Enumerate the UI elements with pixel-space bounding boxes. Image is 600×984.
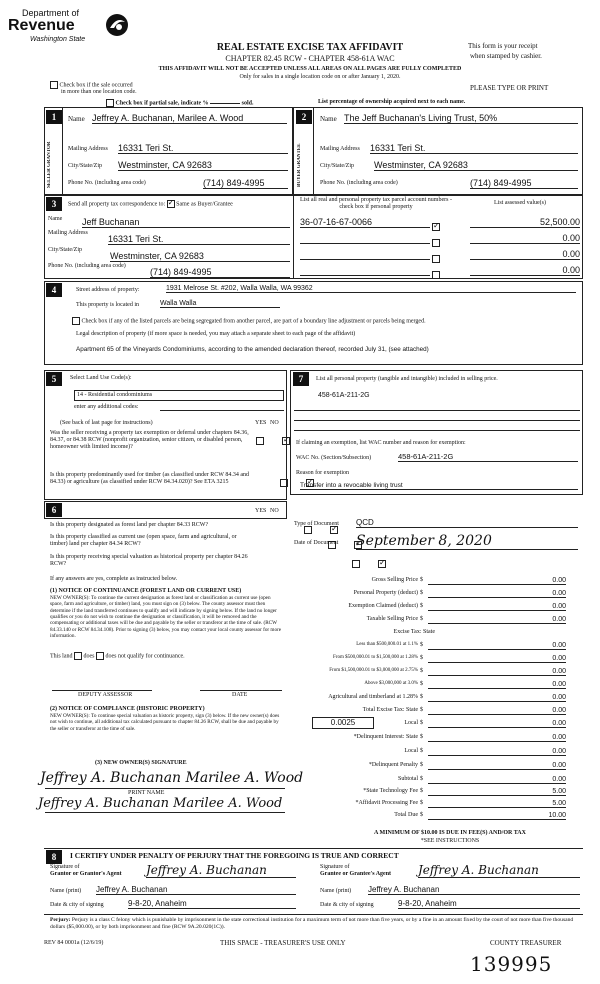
seller-city-label: City/State/Zip: [68, 163, 102, 169]
notice1-text: NEW OWNER(S): To continue the current designation as forest land or classification as current use (open space, farm and agriculture, or timber) land, you must sign on (3) below. The county assessor must then determine if the land transferred continues to qualify and will indicate by signing below. If the land no longer qualifies or you do not wish to continue the designation or classification, it will be removed and the compensating or additional taxes will be due and payable by the seller or transferor at the time of sale. (RCW 84.33.140 or RCW 84.34.108). Prior to signing (3) below, you may contact your local county assessor for more information.: [50, 595, 282, 640]
wac-label: WAC No. (Section/Subsection): [296, 455, 372, 461]
grantor-date-city[interactable]: 9-8-20, Anaheim: [128, 899, 296, 909]
wac-number[interactable]: 458-61A-211-2G: [398, 452, 578, 462]
tax-row: Gross Selling Price $ 0.00: [371, 577, 566, 584]
grantee-name-label: Name (print): [320, 888, 352, 894]
tax-row-label: Taxable Selling Price: [366, 616, 418, 622]
s3-name[interactable]: Jeff Buchanan: [82, 217, 290, 228]
tax-row: Subtotal $ 0.00: [397, 776, 566, 783]
assessed-value[interactable]: 52,500.00: [470, 217, 580, 228]
correspondence-row: [68, 200, 233, 208]
tax-row-value[interactable]: 0.00: [428, 616, 566, 624]
segregated-checkbox[interactable]: [72, 317, 80, 325]
partial-sale-sold: sold.: [241, 100, 254, 107]
seller-side-label: SELLER GRANTOR: [47, 141, 52, 189]
s5-q1-yes[interactable]: [256, 437, 264, 445]
parcel-number[interactable]: [300, 233, 430, 244]
tax-row-label: Total Excise Tax: State: [362, 707, 418, 713]
form-note: Only for sales in a single location code on or after January 1, 2020.: [239, 74, 401, 80]
tax-row: Personal Property (deduct) $ 0.00: [353, 590, 566, 597]
grantor-sig-label1: Signature of: [50, 864, 80, 870]
grantor-name[interactable]: Jeffrey A. Buchanan: [96, 885, 296, 895]
located-county[interactable]: Walla Walla: [160, 300, 280, 308]
section5-number: 5: [46, 372, 62, 386]
tax-row-label: Total Due: [394, 812, 418, 818]
print-name-label: PRINT NAME: [128, 790, 165, 796]
ownership-note: List percentage of ownership acquired next to each name.: [318, 99, 466, 105]
tax-row-label: Gross Selling Price: [371, 577, 418, 583]
treasurer-space: THIS SPACE - TREASURER'S USE ONLY: [220, 939, 346, 947]
new-owner-print-name[interactable]: Jeffrey A. Buchanan Marilee A. Wood: [38, 796, 283, 811]
buyer-mailing[interactable]: 16331 Teri St.: [370, 143, 578, 154]
grantee-date-city[interactable]: 9-8-20, Anaheim: [398, 899, 580, 909]
tax-row-label: Local: [404, 720, 418, 726]
personal-property-label: List all personal property (tangible and intangible) included in selling price.: [316, 376, 498, 382]
seller-name[interactable]: Jeffrey A. Buchanan, Marilee A. Wood: [92, 113, 287, 124]
new-owner-sig-title: (3) NEW OWNER(S) SIGNATURE: [95, 760, 187, 766]
tax-row: Local $ 0.00: [404, 748, 566, 755]
perjury-notice: [50, 917, 580, 932]
tax-row-label: *Delinquent Interest: State: [353, 734, 418, 740]
tax-row-label: *State Technology Fee: [363, 788, 418, 794]
legal-description[interactable]: Apartment 65 of the Vineyards Condominiums, according to the amended declaration thereof, recorded July 31, (see attached): [76, 346, 429, 353]
segregated-label: Check box if any of the listed parcels are being segregated from another parcel, are part of a boundary line adjustment or parcels being merged.: [81, 318, 426, 325]
tax-row: [290, 628, 590, 640]
seller-phone-label: Phone No. (including area code): [68, 180, 146, 186]
assessed-value[interactable]: 0.00: [470, 249, 580, 260]
s5-q2: Is this property predominantly used for timber (as classified under RCW 84.34 and 84.33) or agriculture (as classified under RCW 84.34.020)? See ETA 3215: [50, 472, 250, 485]
dept-line1: Department of: [22, 8, 80, 18]
same-as-buyer-label: Same as Buyer/Grantee: [176, 201, 233, 208]
tax-row-value[interactable]: 0.00: [428, 577, 566, 585]
exemption-label: If claiming an exemption, list WAC number and reason for exemption:: [296, 440, 466, 446]
dor-logo: [8, 8, 138, 58]
tax-row-label: Agricultural and timberland at 1.28%: [328, 694, 418, 700]
grantee-date-label: Date & city of signing: [320, 902, 374, 908]
perjury-label: Perjury:: [50, 917, 71, 923]
buyer-phone-label: Phone No. (including area code): [320, 180, 398, 186]
doc-date[interactable]: September 8, 2020: [356, 533, 578, 550]
parcel-row: [300, 215, 580, 229]
partial-sale-percent[interactable]: [210, 103, 240, 104]
tax-row: Taxable Selling Price $ 0.00: [366, 616, 566, 623]
tax-row-label: Subtotal: [397, 776, 418, 782]
section8-number: 8: [46, 850, 62, 864]
located-label: This property is located in: [76, 302, 139, 308]
buyer-mailing-label: Mailing Address: [320, 146, 360, 152]
tax-row-value[interactable]: 0.00: [428, 590, 566, 598]
county-treasurer: COUNTY TREASURER: [490, 939, 562, 947]
parcel-row: [300, 247, 580, 261]
tax-row: Exemption Claimed (deduct) $ 0.00: [348, 603, 566, 610]
tax-row-value[interactable]: 5.00: [428, 800, 566, 808]
tax-row: *State Technology Fee $ 5.00: [363, 788, 566, 795]
tax-row-label: From $1,500,000.01 to $3,000,000 at 2.75%: [329, 668, 418, 673]
street-label: Street address of property:: [76, 287, 140, 293]
s3-name-label: Name: [48, 216, 63, 222]
deputy-assessor-label: DEPUTY ASSESSOR: [78, 692, 133, 698]
receipt-line2: when stamped by cashier.: [470, 52, 542, 60]
grantor-sig-label2: Grantor or Grantor's Agent: [50, 871, 122, 877]
does-label: does: [83, 653, 95, 660]
tax-row-value[interactable]: 0.00: [428, 734, 566, 742]
tax-row: Local $ 0.00: [404, 720, 566, 727]
tax-row-value[interactable]: 0.00: [428, 707, 566, 715]
tax-row: Above $3,000,000 at 3.0% $ 0.00: [364, 681, 566, 688]
s5-no-header: NO: [270, 420, 279, 426]
s3-mailing[interactable]: 16331 Teri St.: [108, 234, 290, 245]
tax-row: Total Excise Tax: State $ 0.00: [362, 707, 566, 714]
partial-sale-label: Check box if partial sale, indicate %: [115, 100, 209, 107]
multi-location-row: [50, 81, 137, 96]
tax-row: Agricultural and timberland at 1.28% $ 0.00: [328, 694, 566, 701]
does-not-label: does not qualify for continuance.: [105, 653, 185, 660]
tax-row: From $500,000.01 to $1,500,000 at 1.28% $ 0.00: [333, 655, 566, 662]
parcel-row: [300, 263, 580, 277]
correspondence-label: Send all property tax correspondence to:: [68, 201, 166, 208]
notice2-title: (2) NOTICE OF COMPLIANCE (HISTORIC PROPERTY): [50, 706, 205, 712]
seller-mailing-label: Mailing Address: [68, 146, 108, 152]
receipt-line1: This form is your receipt: [468, 42, 538, 50]
land-use-label: Select Land Use Code(s):: [70, 375, 132, 381]
reason-label: Reason for exemption: [296, 470, 349, 476]
tax-row-value[interactable]: 0.00: [428, 603, 566, 611]
s6-q3-no[interactable]: [378, 560, 386, 568]
s6-q1: Is this property designated as forest land per chapter 84.33 RCW?: [50, 522, 209, 528]
parcel-number[interactable]: 36-07-16-67-0066: [300, 217, 430, 228]
tax-row-value[interactable]: 0.00: [428, 748, 566, 756]
tax-row-label: Exemption Claimed (deduct): [348, 603, 418, 609]
s5-q1-no[interactable]: [282, 437, 290, 445]
multi-location-label2: in more than one location code.: [61, 89, 137, 96]
same-as-buyer-checkbox[interactable]: [167, 200, 175, 208]
s5-q2-yes[interactable]: [280, 479, 288, 487]
tax-row-value[interactable]: 0.00: [428, 668, 566, 676]
buyer-city-label: City/State/Zip: [320, 163, 354, 169]
grantee-name[interactable]: Jeffrey A. Buchanan: [368, 885, 580, 895]
s6-yes-header: YES: [255, 508, 267, 514]
tax-row-value[interactable]: 0.00: [428, 762, 566, 770]
form-warning: THIS AFFIDAVIT WILL NOT BE ACCEPTED UNLESS ALL AREAS ON ALL PAGES ARE FULLY COMPLETED: [158, 66, 462, 72]
segregated-row: [72, 317, 580, 325]
grantor-name-label: Name (print): [50, 888, 82, 894]
street-address[interactable]: 1931 Melrose St. #202, Walla Walla, WA 99362: [166, 285, 576, 293]
s5-yes-header: YES: [255, 420, 267, 426]
seller-city[interactable]: Westminster, CA 92683: [118, 160, 288, 171]
does-not-checkbox[interactable]: [96, 652, 104, 660]
notice1-title: (1) NOTICE OF CONTINUANCE (FOREST LAND OR CURRENT USE): [50, 588, 242, 594]
value-header: List assessed value(s): [494, 200, 546, 206]
dept-line2: Revenue: [8, 17, 75, 34]
s6-q3-yes[interactable]: [352, 560, 360, 568]
personal-property-checkbox[interactable]: [432, 271, 440, 279]
perjury-text: Perjury is a class C felony which is punishable by imprisonment in the state correctional institution for a maximum term of not more than five years, or by a fine in an amount fixed by the court of not more than five thousand dollars ($5,000.00), or by both imprisonment and fine (RCW 9A.20.020(1C)).: [50, 917, 574, 931]
seller-phone[interactable]: (714) 849-4995: [203, 178, 288, 189]
doc-date-label: Date of Document: [294, 540, 339, 546]
tax-row-value[interactable]: 0.00: [428, 720, 566, 728]
form-revision: REV 84 0001a (12/6/19): [44, 940, 104, 946]
type-or-print: PLEASE TYPE OR PRINT: [470, 84, 549, 92]
buyer-name[interactable]: The Jeff Buchanan's Living Trust, 50%: [344, 113, 578, 124]
tax-row: *Delinquent Penalty $ 0.00: [368, 762, 566, 769]
tax-row-label: Excise Tax: State: [393, 629, 435, 635]
see-back-note: (See back of last page for instructions): [60, 420, 153, 426]
tax-row-label: Personal Property (deduct): [353, 590, 418, 596]
tax-row-label: Local: [404, 748, 418, 754]
continuance-row: [50, 652, 185, 660]
tax-row-value[interactable]: 0.00: [428, 776, 566, 784]
exemption-reason[interactable]: Transfer into a revocable living trust: [300, 482, 578, 490]
seller-name-label: Name: [68, 115, 85, 123]
minimum-note: A MINIMUM OF $10.00 IS DUE IN FEE(S) AND/OR TAX: [374, 830, 526, 836]
s3-city[interactable]: Westminster, CA 92683: [110, 251, 290, 262]
parcel-header: List all real and personal property tax parcel account numbers - check box if personal property: [300, 197, 452, 210]
doc-type[interactable]: QCD: [356, 518, 578, 528]
tax-row-value[interactable]: 10.00: [428, 812, 566, 820]
tax-row: Total Due $ 10.00: [394, 812, 566, 819]
date-label: DATE: [232, 692, 248, 698]
additional-codes-label: enter any additional codes:: [74, 404, 139, 410]
certify-statement: I CERTIFY UNDER PENALTY OF PERJURY THAT THE FOREGOING IS TRUE AND CORRECT: [70, 851, 399, 860]
s3-mailing-label: Mailing Address: [48, 230, 88, 236]
local-rate[interactable]: 0.0025: [312, 717, 374, 729]
s3-city-label: City/State/Zip: [48, 247, 82, 253]
form-title: REAL ESTATE EXCISE TAX AFFIDAVIT: [216, 42, 404, 53]
tax-row: *Delinquent Interest: State $ 0.00: [353, 734, 566, 741]
grantee-sig-label1: Signature of: [320, 864, 350, 870]
s6-no-header: NO: [270, 508, 279, 514]
logo-swirl-icon: [104, 12, 130, 38]
seller-mailing[interactable]: 16331 Teri St.: [118, 143, 288, 154]
tax-row-value[interactable]: 0.00: [428, 642, 566, 650]
tax-row: Less than $500,000.01 at 1.1% $ 0.00: [356, 642, 566, 649]
tax-row-value[interactable]: 0.00: [428, 681, 566, 689]
legal-label: Legal description of property (if more space is needed, you may attach a separate sheet to each page of the affidavit): [76, 331, 356, 337]
section2-number: 2: [296, 110, 312, 124]
tax-row-value[interactable]: 0.00: [428, 694, 566, 702]
see-instructions: *SEE INSTRUCTIONS: [420, 838, 480, 844]
tax-row-value[interactable]: 0.00: [428, 655, 566, 663]
section6-header: [44, 501, 287, 519]
additional-codes-input[interactable]: [160, 410, 284, 411]
parcel-row: [300, 231, 580, 245]
partial-sale-checkbox[interactable]: [106, 99, 114, 107]
section6-number: 6: [46, 503, 62, 517]
form-subtitle: CHAPTER 82.45 RCW - CHAPTER 458-61A WAC: [225, 54, 395, 63]
section4-number: 4: [46, 283, 62, 297]
buyer-city[interactable]: Westminster, CA 92683: [374, 160, 578, 171]
tax-row-value[interactable]: 5.00: [428, 788, 566, 796]
notice2-text: NEW OWNER(S): To continue special valuation as historic property, sign (3) below. If the new owner(s) does not wish to continue, all additional tax calculated pursuant to chapter 84.26 RCW, shall be due and payable by the seller or transferor at the time of sale.: [50, 713, 280, 732]
s3-phone-label: Phone No. (including area code): [48, 263, 126, 269]
land-use-select[interactable]: 14 - Residential condominiums: [74, 390, 284, 401]
s5-q1: Was the seller receiving a property tax exemption or deferral under chapters 84.36, 84.37, or 84.38 RCW (nonprofit organization, senior citizen, or disabled person, homeowner with limited income)?: [50, 430, 249, 450]
buyer-phone[interactable]: (714) 849-4995: [470, 178, 578, 189]
section1-number: 1: [46, 110, 62, 124]
s6-instructions: If any answers are yes, complete as instructed below.: [50, 576, 178, 582]
tax-row-label: Above $3,000,000 at 3.0%: [364, 681, 418, 686]
stamp-number: 139995: [470, 952, 553, 976]
s3-phone[interactable]: (714) 849-4995: [150, 267, 290, 278]
tax-row-label: Less than $500,000.01 at 1.1%: [356, 642, 418, 647]
tax-row-label: *Affidavit Processing Fee: [355, 800, 418, 806]
assessed-value[interactable]: 0.00: [470, 265, 580, 276]
tax-row: From $1,500,000.01 to $3,000,000 at 2.75% $ 0.00: [329, 668, 566, 675]
tax-row-label: From $500,000.01 to $1,500,000 at 1.28%: [333, 655, 418, 660]
personal-property-value[interactable]: 458-61A-211-2G: [318, 392, 370, 399]
dept-line3: Washington State: [30, 36, 86, 43]
buyer-side-label: BUYER GRANTEE: [297, 143, 302, 187]
grantee-signature[interactable]: Jeffrey A. Buchanan: [418, 863, 580, 878]
this-land-label: This land: [50, 653, 73, 660]
grantee-sig-label2: Grantee or Grantee's Agent: [320, 871, 392, 877]
doc-type-label: Type of Document: [294, 521, 339, 527]
assessed-value[interactable]: 0.00: [470, 233, 580, 244]
s6-q2: Is this property classified as current use (open space, farm and agricultural, or timber) land per chapter 84.34 RCW?: [50, 534, 237, 547]
buyer-name-label: Name: [320, 115, 337, 123]
parcel-number[interactable]: [300, 265, 430, 276]
section7-number: 7: [293, 372, 309, 386]
multi-location-checkbox[interactable]: [50, 81, 58, 89]
does-checkbox[interactable]: [74, 652, 82, 660]
multi-location-label: Check box if the sale occurred: [59, 82, 133, 89]
tax-row-label: *Delinquent Penalty: [368, 762, 418, 768]
section3-number: 3: [46, 197, 62, 211]
grantor-signature[interactable]: Jeffrey A. Buchanan: [146, 863, 296, 878]
new-owner-signature[interactable]: Jeffrey A. Buchanan Marilee A. Wood: [40, 770, 304, 786]
tax-row: *Affidavit Processing Fee $ 5.00: [355, 800, 566, 807]
grantor-date-label: Date & city of signing: [50, 902, 104, 908]
s6-q3: Is this property receiving special valuation as historical property per chapter 84.26 RCW?: [50, 554, 248, 567]
parcel-number[interactable]: [300, 249, 430, 260]
